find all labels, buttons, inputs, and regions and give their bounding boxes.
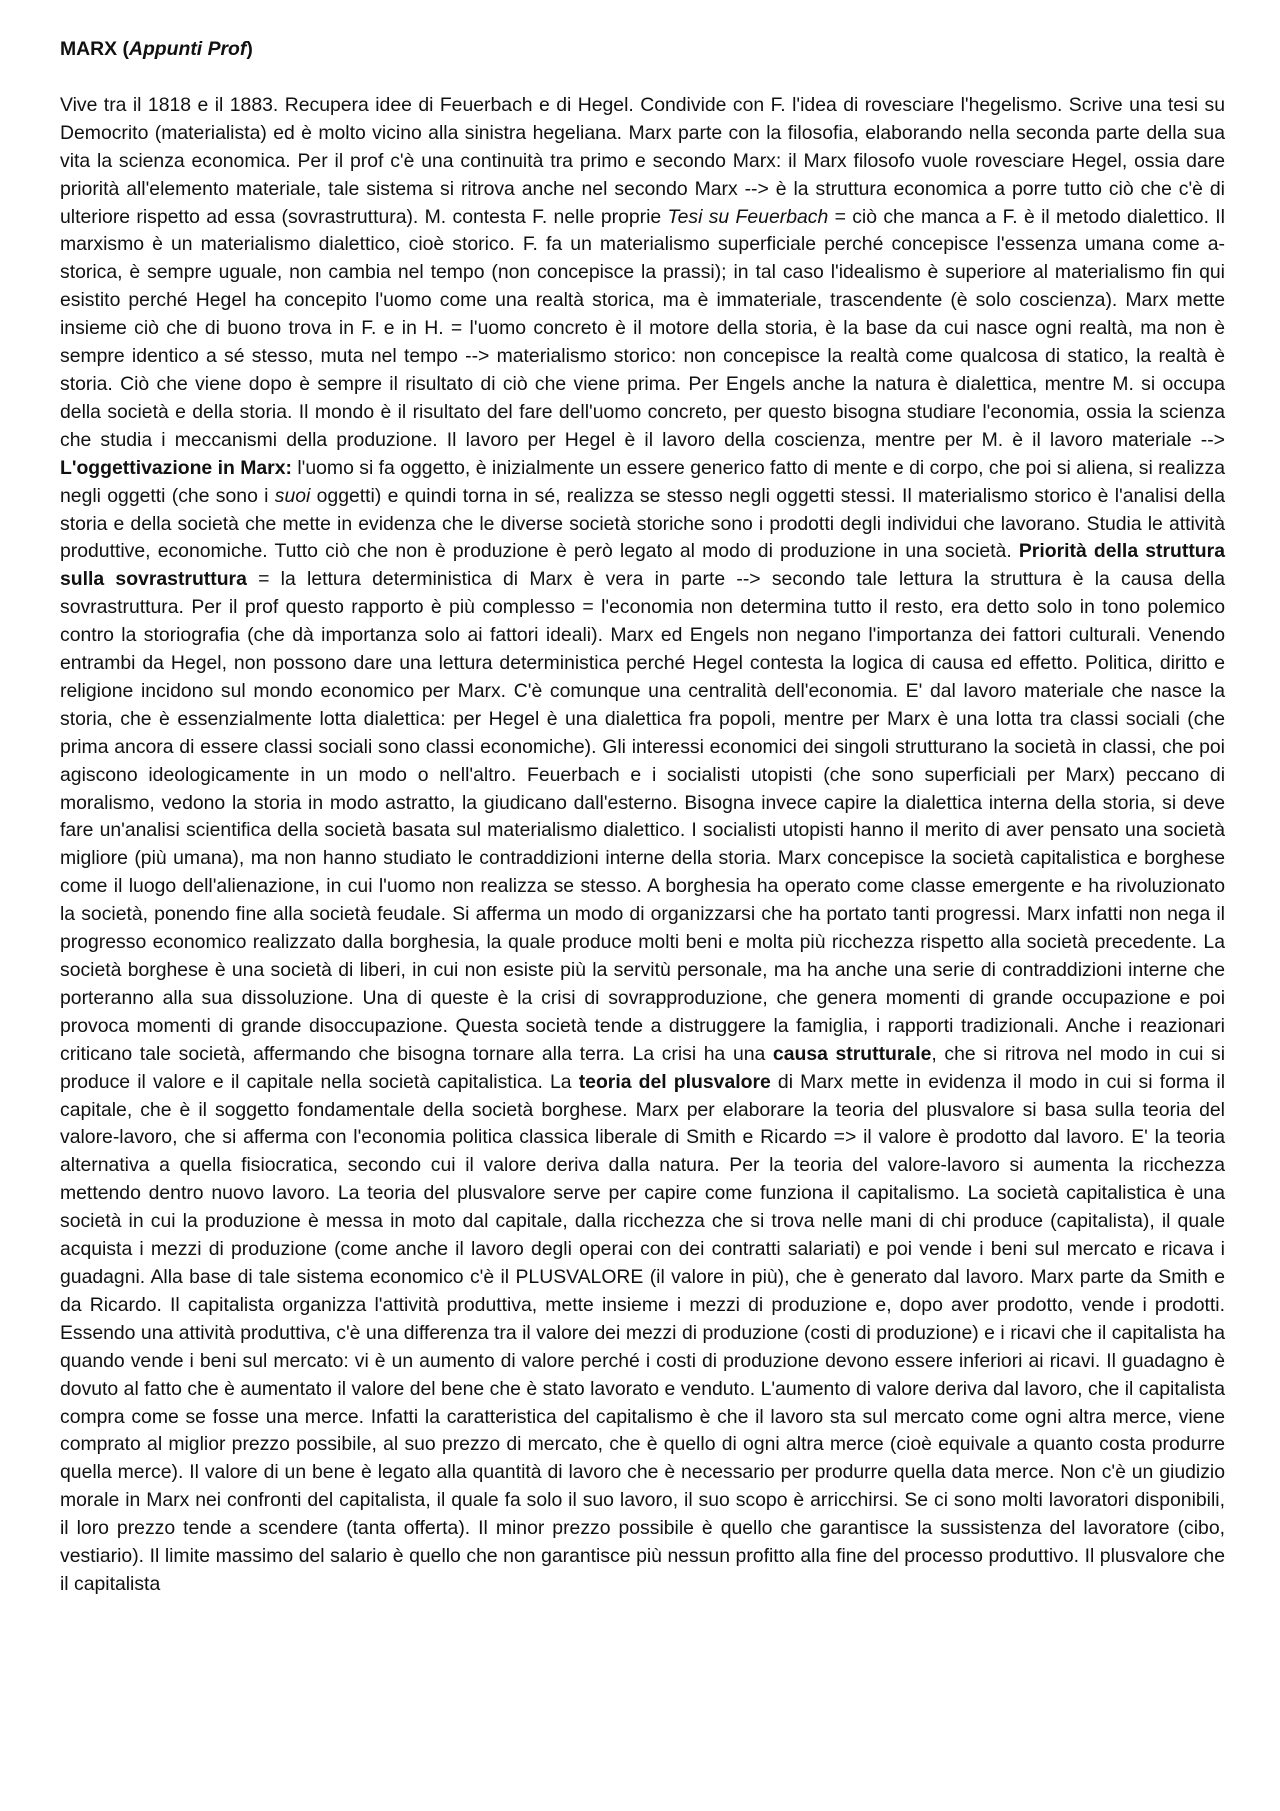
bold-phrase: L'oggettivazione in Marx: [60, 456, 292, 479]
text-run: = la lettura deterministica di Marx è vera in parte --> secondo tale lettura la struttura è la causa della sovrastruttura. Per il prof questo rapporto è più complesso = l'economia non determina tutto il resto, era detto solo in tono polemico contro la storiografia (che dà importanza solo ai fattori ideali). Marx ed Engels non negano l'importanza dei fattori culturali. Venendo entrambi da Hegel, non possono dare una lettura deterministica perché Hegel contesta la logica di causa ed effetto. Politica, diritto e religione incidono sul mondo economico per Marx. C'è comunque una centralità dell'economia. E' dal lavoro materiale che nasce la storia, che è essenzialmente lotta dialettica: per Hegel è una dialettica fra popoli, mentre per Marx è una lotta tra classi sociali (che prima ancora di essere classi sociali sono classi economiche). Gli interessi economici dei singoli strutturano la società in classi, che poi agiscono ideologicamente in un modo o nell'altro. Feuerbach e i socialisti utopisti (che sono superficiali per Marx) peccano di moralismo, vedono la storia in modo astratto, la giudicano dall'esterno. Bisogna invece capire la dialettica interna della storia, si deve fare un'analisi scientifica della società basata sul materialismo dialettico. I socialisti utopisti hanno il merito di aver pensato una società migliore (più umana), ma non hanno studiato le contraddizioni interne della storia. Marx concepisce la società capitalistica e borghese come il luogo dell'alienazione, in cui l'uomo non realizza se stesso. A borghesia ha operato come classe emergente e ha rivoluzionato la società, ponendo fine alla società feudale. Si afferma un modo di organizzarsi che ha portato tanti progressi. Marx infatti non nega il progresso economico realizzato dalla borghesia, la quale produce molti beni e molta più ricchezza rispetto alla società precedente. La società borghese è una società di liberi, in cui non esiste più la servitù personale, ma ha anche una serie di contraddizioni interne che porteranno alla sua dissoluzione. Una di queste è la crisi di sovrapproduzione, che genera momenti di grande occupazione e poi provoca momenti di grande disoccupazione. Questa società tende a distruggere la famiglia, i rapporti tradizionali. Anche i reazionari criticano tale società, affermando che bisogna tornare alla terra. La crisi ha una [60, 568, 1225, 1065]
document-page [60, 36, 1225, 1599]
body-paragraph [60, 92, 1225, 1599]
italic-phrase: suoi [274, 484, 311, 507]
text-run: oggetti) e quindi torna in sé, realizza se stesso negli oggetti stessi. Il materialismo storico è l'analisi della storia e della società che mette in evidenza che le diverse società storiche sono i prodotti degli individui che lavorano. Studia le attività produttive, economiche. Tutto ciò che non è produzione è però legato al modo di produzione in una società. [60, 484, 1225, 563]
title-note: Appunti Prof [128, 38, 247, 60]
text-run: Vive tra il 1818 e il 1883. Recupera idee di Feuerbach e di Hegel. Condivide con F. l'idea di rovesciare l'hegelismo. Scrive una tesi su Democrito (materialista) ed è molto vicino alla sinistra hegeliana. Marx parte con la filosofia, elaborando nella seconda parte della sua vita la scienza economica. Per il prof c'è una continuità tra primo e secondo Marx: il Marx filosofo vuole rovesciare Hegel, ossia dare priorità all'elemento materiale, tale sistema si ritrova anche nel secondo Marx --> è la struttura economica a porre tutto ciò che c'è di ulteriore rispetto ad essa (sovrastruttura). M. contesta F. nelle proprie [60, 93, 1225, 228]
bold-phrase: causa strutturale [772, 1042, 932, 1065]
text-run: di Marx mette in evidenza il modo in cui si forma il capitale, che è il soggetto fondamentale della società borghese. Marx per elaborare la teoria del plusvalore si basa sulla teoria del valore-lavoro, che si afferma con l'economia politica classica liberale di Smith e Ricardo => il valore è prodotto dal lavoro. E' la teoria alternativa a quella fisiocratica, secondo cui il valore deriva dalla natura. Per la teoria del valore-lavoro si aumenta la ricchezza mettendo dentro nuovo lavoro. La teoria del plusvalore serve per capire come funziona il capitalismo. La società capitalistica è una società in cui la produzione è messa in moto dal capitale, dalla ricchezza che si trova nelle mani di chi produce (capitalista), il quale acquista i mezzi di produzione (come anche il lavoro degli operai con dei contratti salariati) e poi vende i beni sul mercato e ricava i guadagni. Alla base di tale sistema economico c'è il PLUSVALORE (il valore in più), che è generato dal lavoro. Marx parte da Smith e da Ricardo. Il capitalista organizza l'attività produttiva, mette insieme i mezzi di produzione e, dopo aver prodotto, vende i prodotti. Essendo una attività produttiva, c'è una differenza tra il valore dei mezzi di produzione (costi di produzione) e i ricavi che il capitalista ha quando vende i beni sul mercato: vi è un aumento di valore perché i costi di produzione devono essere inferiori ai ricavi. Il guadagno è dovuto al fatto che è aumentato il valore del bene che è stato lavorato e venduto. L'aumento di valore deriva dal lavoro, che il capitalista compra come se fosse una merce. Infatti la caratteristica del capitalismo è che il lavoro sta sul mercato come ogni altra merce, viene comprato al miglior prezzo possibile, al suo prezzo di mercato, che è quello di ogni altra merce (cioè equivale a quanto costa produrre quella merce). Il valore di un bene è legato alla quantità di lavoro che è necessario per produrre quella data merce. Non c'è un giudizio morale in Marx nei confronti del capitalista, il quale fa solo il suo lavoro, il suo scopo è arricchirsi. Se ci sono molti lavoratori disponibili, il loro prezzo tende a scendere (tanta offerta). Il minor prezzo possibile è quello che garantisce la sussistenza del lavoratore (cibo, vestiario). Il limite massimo del salario è quello che non garantisce più nessun profitto alla fine del processo produttivo. Il plusvalore che il capitalista [60, 1070, 1226, 1595]
bold-phrase: Priorità della struttura sulla sovrastruttura [60, 540, 1225, 591]
text-run: l'uomo si fa oggetto, è inizialmente un essere generico fatto di mente e di corpo, che poi si aliena, si realizza negli oggetti (che sono i [60, 456, 1225, 507]
bold-phrase: teoria del plusvalore [578, 1070, 771, 1093]
document-title: MARX (Appunti Prof) [60, 38, 253, 60]
title-main: MARX [60, 38, 118, 60]
text-run: = ciò che manca a F. è il metodo dialettico. Il marxismo è un materialismo dialettico, cioè storico. F. fa un materialismo superficiale perché concepisce l'essenza umana come a-storica, è sempre uguale, non cambia nel tempo (non concepisce la prassi); in tal caso l'idealismo è superiore al materialismo fin qui esistito perché Hegel ha concepito l'uomo come una realtà storica, ma è immateriale, trascendente (è solo coscienza). Marx mette insieme ciò che di buono trova in F. e in H. = l'uomo concreto è il motore della storia, è la base da cui nasce ogni realtà, ma non è sempre identico a sé stesso, muta nel tempo --> materialismo storico: non concepisce la realtà come qualcosa di statico, la realtà è storia. Ciò che viene dopo è sempre il risultato di ciò che viene prima. Per Engels anche la natura è dialettica, mentre M. si occupa della società e della storia. Il mondo è il risultato del fare dell'uomo concreto, per questo bisogna studiare l'economia, ossia la scienza che studia i meccanismi della produzione. Il lavoro per Hegel è il lavoro della coscienza, mentre per M. è il lavoro materiale --> [60, 205, 1225, 451]
text-run: , che si ritrova nel modo in cui si produce il valore e il capitale nella società capitalistica. La [60, 1042, 1226, 1093]
italic-phrase: Tesi su Feuerbach [667, 205, 829, 228]
